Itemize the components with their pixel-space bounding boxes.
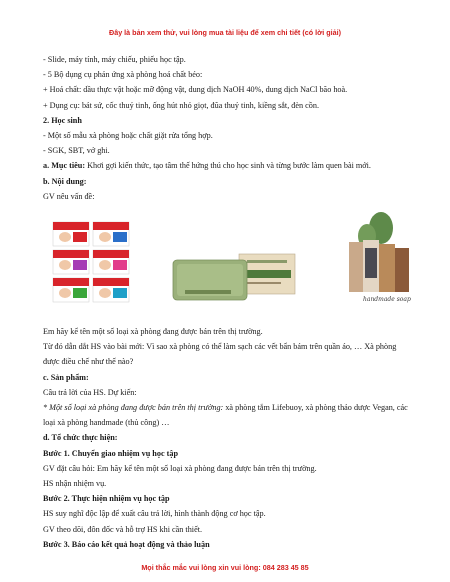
product-label: c. Sản phẩm:: [43, 372, 89, 382]
heading-students: 2. Học sinh: [43, 115, 82, 125]
step3-title: Bước 3. Báo cáo kết quả hoạt động và thảo luận: [43, 539, 210, 549]
document-body: [43, 52, 413, 552]
preview-notice-banner: Đây là bản xem thử, vui lòng mua tài liệu để xem chi tiết (có lời giải): [109, 28, 341, 37]
contact-banner: Mọi thắc mắc vui lòng xin vui lòng: 084 283 45 85: [141, 563, 309, 572]
material-line: + Dụng cụ: bát sứ, cốc thuỷ tinh, ống hút nhỏ giọt, đũa thuỷ tinh, kiềng sắt, đèn cồn.: [43, 100, 320, 110]
herbal-soap-bar-image: [171, 250, 299, 302]
lifebuoy-soap-boxes-image: [51, 220, 133, 306]
step2-title: Bước 2. Thực hiện nhiệm vụ học tập: [43, 494, 170, 504]
content-intro: GV nêu vấn đề:: [43, 191, 95, 201]
organization-label: d. Tổ chức thực hiện:: [43, 433, 118, 443]
soap-images: [43, 210, 413, 322]
material-line: - 5 Bộ dụng cụ phản ứng xà phòng hoá chất béo:: [43, 70, 203, 80]
step1-line: HS nhận nhiệm vụ.: [43, 479, 107, 489]
objective-paragraph: [43, 158, 413, 173]
product-detail-italic: * Một số loại xà phòng đang được bán trên thị trường:: [43, 403, 224, 413]
student-item: - SGK, SBT, vở ghi.: [43, 146, 110, 156]
handmade-soap-caption: handmade soap: [363, 296, 411, 304]
step2-line: HS suy nghĩ độc lập để xuất câu trả lời, hình thành động cơ học tập.: [43, 509, 266, 519]
step1-line: GV đặt câu hỏi: Em hãy kể tên một số loại xà phòng đang được bán trên thị trường.: [43, 463, 317, 473]
step1-title: Bước 1. Chuyển giao nhiệm vụ học tập: [43, 448, 179, 458]
objective-label: a. Mục tiêu:: [43, 161, 86, 171]
material-line: + Hoá chất: dầu thực vật hoặc mỡ động vật, dung dịch NaOH 40%, dung dịch NaCl bão hoà.: [43, 85, 348, 95]
question-line: Em hãy kể tên một số loại xà phòng đang được bán trên thị trường.: [43, 327, 263, 337]
material-line: - Slide, máy tính, máy chiếu, phiếu học tập.: [43, 55, 186, 64]
student-item: - Một số mẫu xà phòng hoặc chất giặt rửa tổng hợp.: [43, 131, 213, 141]
step2-line: GV theo dõi, đôn đốc và hỗ trợ HS khi cần thiết.: [43, 524, 203, 534]
objective-text: Khơi gợi kiến thức, tạo tâm thế hứng thú cho học sinh và từng bước làm quen bài mới.: [85, 161, 371, 171]
content-label: b. Nội dung:: [43, 176, 87, 186]
question-line: Từ đó dẫn dắt HS vào bài mới: Vì sao xà phòng có thể làm sạch các vết bẩn bám trên quần áo, … Xà phòng được điều chế như thế nào?: [43, 342, 397, 367]
handmade-soap-image: [335, 210, 425, 308]
product-answer: Câu trả lời của HS. Dự kiến:: [43, 387, 137, 397]
product-detail-text: xà phòng tắm Lifebuoy, xà phòng thảo dược Vegan, các loại xà phòng handmade (thủ công) …: [43, 403, 408, 428]
product-detail: [43, 400, 413, 430]
